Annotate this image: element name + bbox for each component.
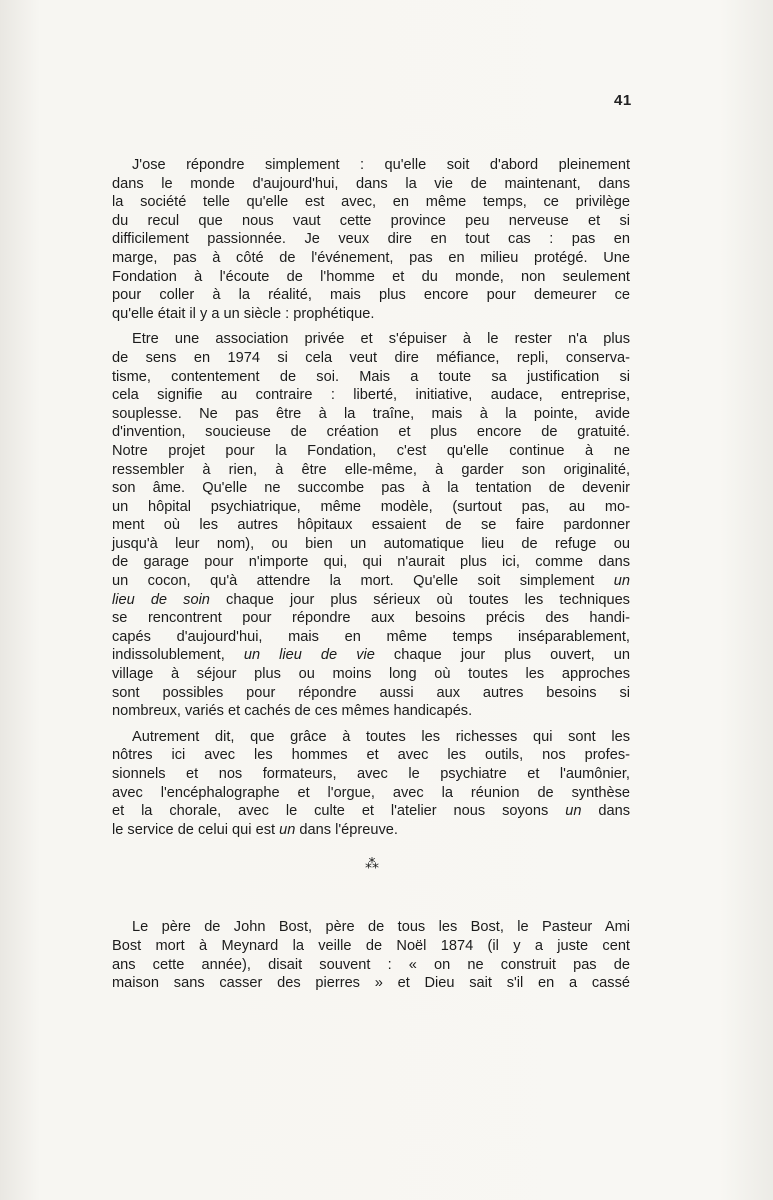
italic-fragment: un <box>613 573 630 590</box>
text-line: qu'elle était il y a un siècle : prophétique. <box>112 305 375 322</box>
text-fragment: le service de celui qui est <box>112 821 280 838</box>
text-line: un hôpital psychiatrique, même modèle, (surtout pas, au mo- <box>112 498 630 515</box>
asterism-icon: ⁂ <box>365 855 379 872</box>
text-line: nombreux, variés et cachés de ces mêmes handicapés. <box>112 703 473 720</box>
italic-fragment: un <box>565 803 582 820</box>
text-line: sionnels et nos formateurs, avec le psychiatre et l'aumônier, <box>112 766 630 782</box>
text-line: tisme, contentement de soi. Mais a toute sa justification si <box>112 368 630 385</box>
text-line <box>112 591 630 610</box>
text-line: de garage pour n'importe qui, qui n'aurait plus ici, comme dans <box>112 554 630 571</box>
text-line: la société telle qu'elle est avec, en même temps, ce privilège <box>112 194 630 211</box>
text-fragment: chaque jour plus sérieux où toutes les techniques <box>209 591 630 608</box>
text-line: marge, pas à côté de l'événement, pas en milieu protégé. Une <box>112 249 630 266</box>
paragraph-1 <box>112 156 630 323</box>
text-line: jusqu'à leur nom), ou bien un automatique lieu de refuge ou <box>112 535 630 552</box>
text-fragment: indissolublement, <box>112 647 244 664</box>
section-separator <box>112 846 630 884</box>
paragraph-3 <box>112 728 630 840</box>
text-line: se rencontrent pour répondre aux besoins précis des handi- <box>112 610 630 627</box>
text-line: son âme. Qu'elle ne succombe pas à la tentation de devenir <box>112 480 630 497</box>
italic-fragment: lieu de soin <box>112 591 210 608</box>
text-line: ment où les autres hôpitaux essaient de se faire pardonner <box>112 517 630 534</box>
text-line: Notre projet pour la Fondation, c'est qu'elle continue à ne <box>112 442 630 459</box>
text-fragment: et la chorale, avec le culte et l'atelier nous soyons <box>112 803 566 820</box>
text-line: J'ose répondre simplement : qu'elle soit d'abord pleinement <box>132 157 630 173</box>
text-line <box>112 646 630 665</box>
text-line: dans le monde d'aujourd'hui, dans la vie de maintenant, dans <box>112 175 630 192</box>
text-line: avec l'encéphalographe et l'orgue, avec la réunion de synthèse <box>112 784 630 801</box>
italic-fragment: un <box>279 821 296 838</box>
paragraph-4 <box>112 918 630 992</box>
text-line: difficilement passionnée. Je veux dire en tout cas : pas en <box>112 231 630 248</box>
text-fragment: chaque jour plus ouvert, un <box>374 647 630 664</box>
text-line: ressembler à rien, à être elle-même, à garder son originalité, <box>112 461 630 478</box>
text-line: Le père de John Bost, père de tous les Bost, le Pasteur Ami <box>132 919 630 936</box>
text-line: Etre une association privée et s'épuiser à le rester n'a plus <box>132 331 630 348</box>
text-fragment: un cocon, qu'à attendre la mort. Qu'elle soit simplement <box>112 573 614 590</box>
text-fragment: dans l'épreuve. <box>295 821 398 838</box>
text-line <box>112 572 630 591</box>
text-line: Bost mort à Meynard la veille de Noël 1874 (il y a juste cent <box>112 937 630 954</box>
text-line: village à séjour plus ou moins long où toutes les approches <box>112 666 630 683</box>
text-line: Fondation à l'écoute de l'homme et du monde, non seulement <box>112 268 630 285</box>
text-line: capés d'aujourd'hui, mais en même temps inséparablement, <box>112 628 630 645</box>
text-line: de sens en 1974 si cela veut dire méfiance, repli, conserva- <box>112 349 630 366</box>
text-line: Autrement dit, que grâce à toutes les richesses qui sont les <box>132 728 630 745</box>
text-line: ans cette année), disait souvent : « on ne construit pas de <box>112 956 630 973</box>
text-fragment: dans <box>581 803 631 820</box>
page-number: 41 <box>614 92 632 109</box>
text-line: pour coller à la réalité, mais plus encore pour demeurer ce <box>112 287 630 304</box>
text-line: d'invention, soucieuse de création et plus encore de gratuité. <box>112 424 630 441</box>
text-line: du recul que nous vaut cette province peu nerveuse et si <box>112 212 630 229</box>
body-text <box>112 156 630 1000</box>
text-line <box>112 802 630 821</box>
text-line <box>112 821 630 840</box>
spacer <box>112 884 630 918</box>
text-line: nôtres ici avec les hommes et avec les outils, nos profes- <box>112 747 630 764</box>
paragraph-2 <box>112 330 630 720</box>
text-line: maison sans casser des pierres » et Dieu sait s'il en a cassé <box>112 975 630 992</box>
text-line: cela signifie au contraire : liberté, initiative, audace, entreprise, <box>112 387 630 404</box>
italic-fragment: un lieu de vie <box>243 647 375 664</box>
text-line: souplesse. Ne pas être à la traîne, mais à la pointe, avide <box>112 405 630 422</box>
text-line: sont possibles pour répondre aussi aux autres besoins si <box>112 684 630 701</box>
